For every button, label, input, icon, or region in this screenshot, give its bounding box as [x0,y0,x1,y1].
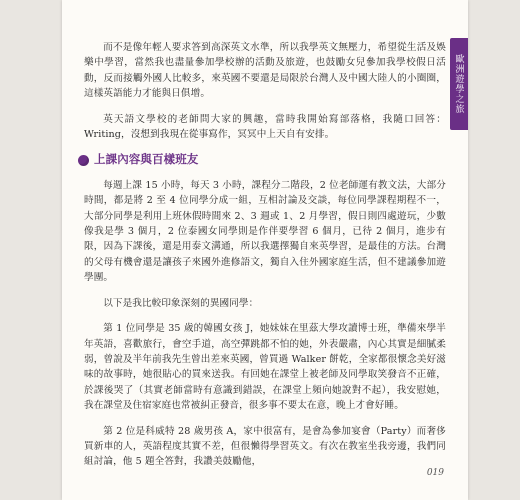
paragraph: 第 1 位同學是 35 歲的韓國女孩 J，她妹妹在里茲大學攻讀博士班，準備來學半年英語，喜歡旅行，會空手道，高空彈跳都不怕的她，外表嚴肅，內心其實是細膩柔弱，曾說及半年前我先生曾出差來英國，曾買過 Walker 餅乾，全家都很懷念美好滋味的故事時，她很貼心的買來送我。有回她在課堂上被老師及同學取笑發音不正確，於課後哭了（其實老師當時有意識到錯誤，在課堂上頻向她說對不起），我安慰她，我在課堂及住宿家庭也常被糾正發音，很多事不要太在意，晚上才會好睡。 [84,323,446,412]
paragraph: 每週上課 15 小時，每天 3 小時，課程分二階段，2 位老師運有教文法，大部分時間，都是將 2 至 4 位同學分成一組，互相討論及交談，每位同學課程期程不一，大部分同學是利用上班休假時間來 2、3 週或 1、2 月學習，假日則四處遊玩，少數像我是學 3 個月，2 位泰國女同學則是作伴要學習 6 個月，已待 2 個月，進步有限，因為下課後，還是用泰文溝通，所以我選擇獨自來英學習，是最佳的方法。台灣的父母有機會還是讓孩子來國外進修語文，獨自入住外國家庭生活，但不建議參加遊學團。 [84,179,446,284]
paragraph: 第 2 位是科威特 28 歲男孩 A，家中很富有，是會為參加宴會（Party）而奢侈買新車的人，英語程度其實不差，但很懶得學習英文。有次在教室坐我旁邊，我們同組討論，他 5 題全答對，我讚美鼓勵他， [84,425,446,468]
book-page [62,0,468,500]
paragraph: 英天語文學校的老師問大家的興趣，當時我開始寫部落格，我隨口回答：Writing，沒想到我現在從事寫作，冥冥中上天自有安排。 [84,113,446,141]
section-heading-text: 上課內容與百樣班友 [94,152,199,167]
chapter-side-tab: 歐洲遊學之旅 [450,38,468,130]
paragraph: 以下是我比較印象深刻的異國同學： [103,297,259,309]
page-content [84,40,446,480]
paragraph: 而不是像年輕人要求答到高深英文水準，所以我學英文無壓力，希望從生活及娛樂中學習，當然我也盡量參加學校辦的活動及旅遊，也鼓勵女兒參加我學校假日活動，反而接觸外國人比較多，來英國不要還是局限於台灣人及中國大陸人的小圈圈，這樣英語能力才能與日俱增。 [84,42,446,100]
section-heading [78,152,446,167]
page-number: 019 [426,468,444,478]
bullet-dot-icon [78,155,89,166]
